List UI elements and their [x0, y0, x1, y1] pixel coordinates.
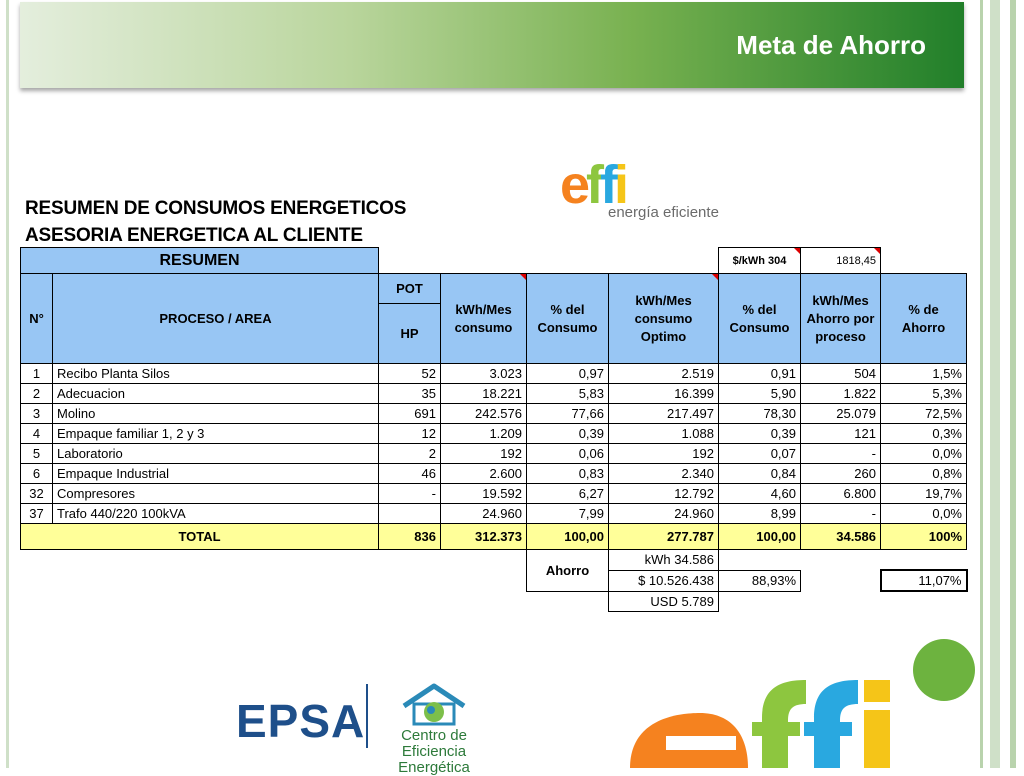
ahorro-pct-a: 88,93% [719, 570, 801, 591]
cell-pct-ahorro: 72,5% [881, 404, 967, 424]
cell-opt: 1.088 [609, 424, 719, 444]
effi-large-i-dot [864, 680, 890, 702]
cell-pct: 7,99 [527, 504, 609, 524]
cell-opt: 16.399 [609, 384, 719, 404]
cell-pct-opt: 78,30 [719, 404, 801, 424]
empty-cell [21, 550, 527, 571]
rate-label: $/kWh 304 [719, 248, 801, 274]
slide-title: Meta de Ahorro [736, 30, 926, 60]
col-header-kwh-line2: consumo [454, 319, 513, 335]
cell-hp [379, 504, 441, 524]
cell-pct-ahorro: 0,3% [881, 424, 967, 444]
cell-opt: 2.519 [609, 364, 719, 384]
col-header-pct-ahorro-line2: Ahorro [901, 319, 946, 335]
total-pct-opt: 100,00 [719, 524, 801, 550]
cell-pct-opt: 4,60 [719, 484, 801, 504]
cell-pct: 6,27 [527, 484, 609, 504]
cell-pct: 77,66 [527, 404, 609, 424]
empty-cell [21, 591, 609, 611]
summary-table [20, 247, 968, 612]
col-header-ahorro-line2: Ahorro por [806, 310, 875, 326]
cee-house-icon [398, 682, 470, 731]
ahorro-row-3 [21, 591, 967, 611]
cell-ahorro: - [801, 504, 881, 524]
col-header-pct-opt-line2: Consumo [729, 319, 790, 335]
col-header-optimo-line1: kWh/Mes [635, 292, 692, 308]
cell-kwh: 18.221 [441, 384, 527, 404]
table-row [21, 384, 967, 404]
col-header-pot: POT [379, 274, 441, 304]
cee-logo-text [372, 728, 496, 776]
col-header-proceso: PROCESO / AREA [53, 274, 379, 364]
total-ahorro: 34.586 [801, 524, 881, 550]
col-header-n: N° [21, 274, 53, 364]
cell-ahorro: 504 [801, 364, 881, 384]
col-header-optimo [609, 274, 719, 364]
total-opt: 277.787 [609, 524, 719, 550]
cell-ahorro: 25.079 [801, 404, 881, 424]
col-header-pct-opt [719, 274, 801, 364]
table-row [21, 464, 967, 484]
total-pct: 100,00 [527, 524, 609, 550]
cell-opt: 192 [609, 444, 719, 464]
cell-hp: 691 [379, 404, 441, 424]
cell-n: 1 [21, 364, 53, 384]
cell-n: 32 [21, 484, 53, 504]
empty-cell [801, 570, 881, 591]
cell-ahorro: 121 [801, 424, 881, 444]
cell-ahorro: 6.800 [801, 484, 881, 504]
cell-pct: 0,39 [527, 424, 609, 444]
effi-large-logo-graphic [630, 678, 910, 768]
cell-hp: 2 [379, 444, 441, 464]
effi-logo-tagline: energía eficiente [608, 204, 719, 221]
col-header-pct-ahorro-line1: % de [908, 301, 939, 317]
cell-pct-ahorro: 0,0% [881, 444, 967, 464]
total-label: TOTAL [21, 524, 379, 550]
cell-kwh: 1.209 [441, 424, 527, 444]
total-row [21, 524, 967, 550]
ahorro-kwh: kWh 34.586 [609, 550, 719, 571]
col-header-pct-opt-line1: % del [742, 301, 777, 317]
ahorro-label: Ahorro [527, 550, 609, 592]
cee-line2: Eficiencia Energética [398, 743, 470, 776]
cell-n: 2 [21, 384, 53, 404]
cell-kwh: 2.600 [441, 464, 527, 484]
table-row [21, 404, 967, 424]
effi-large-i [864, 710, 890, 768]
cell-pct-ahorro: 1,5% [881, 364, 967, 384]
col-header-pct-line2: Consumo [537, 319, 598, 335]
ahorro-pct-b: 11,07% [881, 570, 967, 591]
empty-cell [881, 248, 967, 274]
logo-divider [366, 684, 368, 748]
cell-area: Laboratorio [53, 444, 379, 464]
cell-pct: 5,83 [527, 384, 609, 404]
cee-line1: Centro de [401, 727, 467, 744]
table-row [21, 484, 967, 504]
cell-kwh: 24.960 [441, 504, 527, 524]
col-header-hp: HP [379, 304, 441, 364]
cell-kwh: 192 [441, 444, 527, 464]
frame-right-stripe [980, 0, 983, 768]
cell-area: Compresores [53, 484, 379, 504]
col-header-kwh-line1: kWh/Mes [455, 301, 512, 317]
total-hp: 836 [379, 524, 441, 550]
table-row [21, 424, 967, 444]
col-header-ahorro-line1: kWh/Mes [812, 292, 869, 308]
header-row-1 [21, 274, 967, 304]
cell-pct-opt: 8,99 [719, 504, 801, 524]
frame-right-stripe [990, 0, 1000, 768]
cell-opt: 2.340 [609, 464, 719, 484]
cell-pct-ahorro: 0,8% [881, 464, 967, 484]
col-header-optimo-line2: consumo [634, 310, 693, 326]
table-row [21, 504, 967, 524]
cell-kwh: 242.576 [441, 404, 527, 424]
empty-cell [21, 570, 527, 591]
cell-area: Molino [53, 404, 379, 424]
total-pct-ahorro: 100% [881, 524, 967, 550]
cell-n: 3 [21, 404, 53, 424]
cell-area: Empaque Industrial [53, 464, 379, 484]
total-kwh: 312.373 [441, 524, 527, 550]
col-header-pct-line1: % del [550, 301, 585, 317]
cell-ahorro: 260 [801, 464, 881, 484]
cell-n: 6 [21, 464, 53, 484]
col-header-optimo-line3: Optimo [640, 328, 687, 344]
effi-logo-wordmark: effi [560, 155, 626, 215]
resumen-row [21, 248, 967, 274]
cell-pct-ahorro: 19,7% [881, 484, 967, 504]
report-title-line1: RESUMEN DE CONSUMOS ENERGETICOS [25, 198, 407, 219]
cell-n: 37 [21, 504, 53, 524]
cell-ahorro: - [801, 444, 881, 464]
table-row [21, 364, 967, 384]
empty-cell [719, 550, 967, 571]
ahorro-pesos: $ 10.526.438 [609, 570, 719, 591]
decorative-green-circle [913, 639, 975, 701]
slide-header [20, 2, 964, 88]
rate-value: 1818,45 [801, 248, 881, 274]
cell-hp: - [379, 484, 441, 504]
frame-right-stripe [1010, 0, 1016, 768]
cell-pct-opt: 0,07 [719, 444, 801, 464]
cell-pct: 0,83 [527, 464, 609, 484]
cell-pct-opt: 0,91 [719, 364, 801, 384]
cell-area: Empaque familiar 1, 2 y 3 [53, 424, 379, 444]
empty-cell [379, 248, 719, 274]
ahorro-row-2 [21, 570, 967, 591]
cell-pct-opt: 0,39 [719, 424, 801, 444]
effi-logo [560, 155, 719, 221]
cell-pct-ahorro: 5,3% [881, 384, 967, 404]
cell-opt: 12.792 [609, 484, 719, 504]
cell-hp: 46 [379, 464, 441, 484]
cell-hp: 52 [379, 364, 441, 384]
empty-cell [719, 591, 967, 611]
cell-pct: 0,97 [527, 364, 609, 384]
ahorro-row-1 [21, 550, 967, 571]
cell-kwh: 3.023 [441, 364, 527, 384]
epsa-logo: EPSA [236, 695, 366, 747]
effi-large-logo [630, 678, 910, 768]
col-header-kwh [441, 274, 527, 364]
frame-left-stripe [6, 0, 9, 768]
col-header-pct-ahorro [881, 274, 967, 364]
cell-area: Trafo 440/220 100kVA [53, 504, 379, 524]
cell-pct-opt: 0,84 [719, 464, 801, 484]
col-header-ahorro [801, 274, 881, 364]
cell-area: Recibo Planta Silos [53, 364, 379, 384]
cell-ahorro: 1.822 [801, 384, 881, 404]
cell-pct-opt: 5,90 [719, 384, 801, 404]
cell-n: 5 [21, 444, 53, 464]
cell-n: 4 [21, 424, 53, 444]
cell-pct: 0,06 [527, 444, 609, 464]
cell-area: Adecuacion [53, 384, 379, 404]
resumen-label: RESUMEN [21, 248, 379, 274]
col-header-ahorro-line3: proceso [815, 328, 866, 344]
col-header-pct [527, 274, 609, 364]
ahorro-usd: USD 5.789 [609, 591, 719, 611]
table-row [21, 444, 967, 464]
cell-kwh: 19.592 [441, 484, 527, 504]
cell-opt: 24.960 [609, 504, 719, 524]
cell-hp: 12 [379, 424, 441, 444]
report-title-line2: ASESORIA ENERGETICA AL CLIENTE [25, 225, 363, 246]
cell-opt: 217.497 [609, 404, 719, 424]
cell-hp: 35 [379, 384, 441, 404]
cell-pct-ahorro: 0,0% [881, 504, 967, 524]
